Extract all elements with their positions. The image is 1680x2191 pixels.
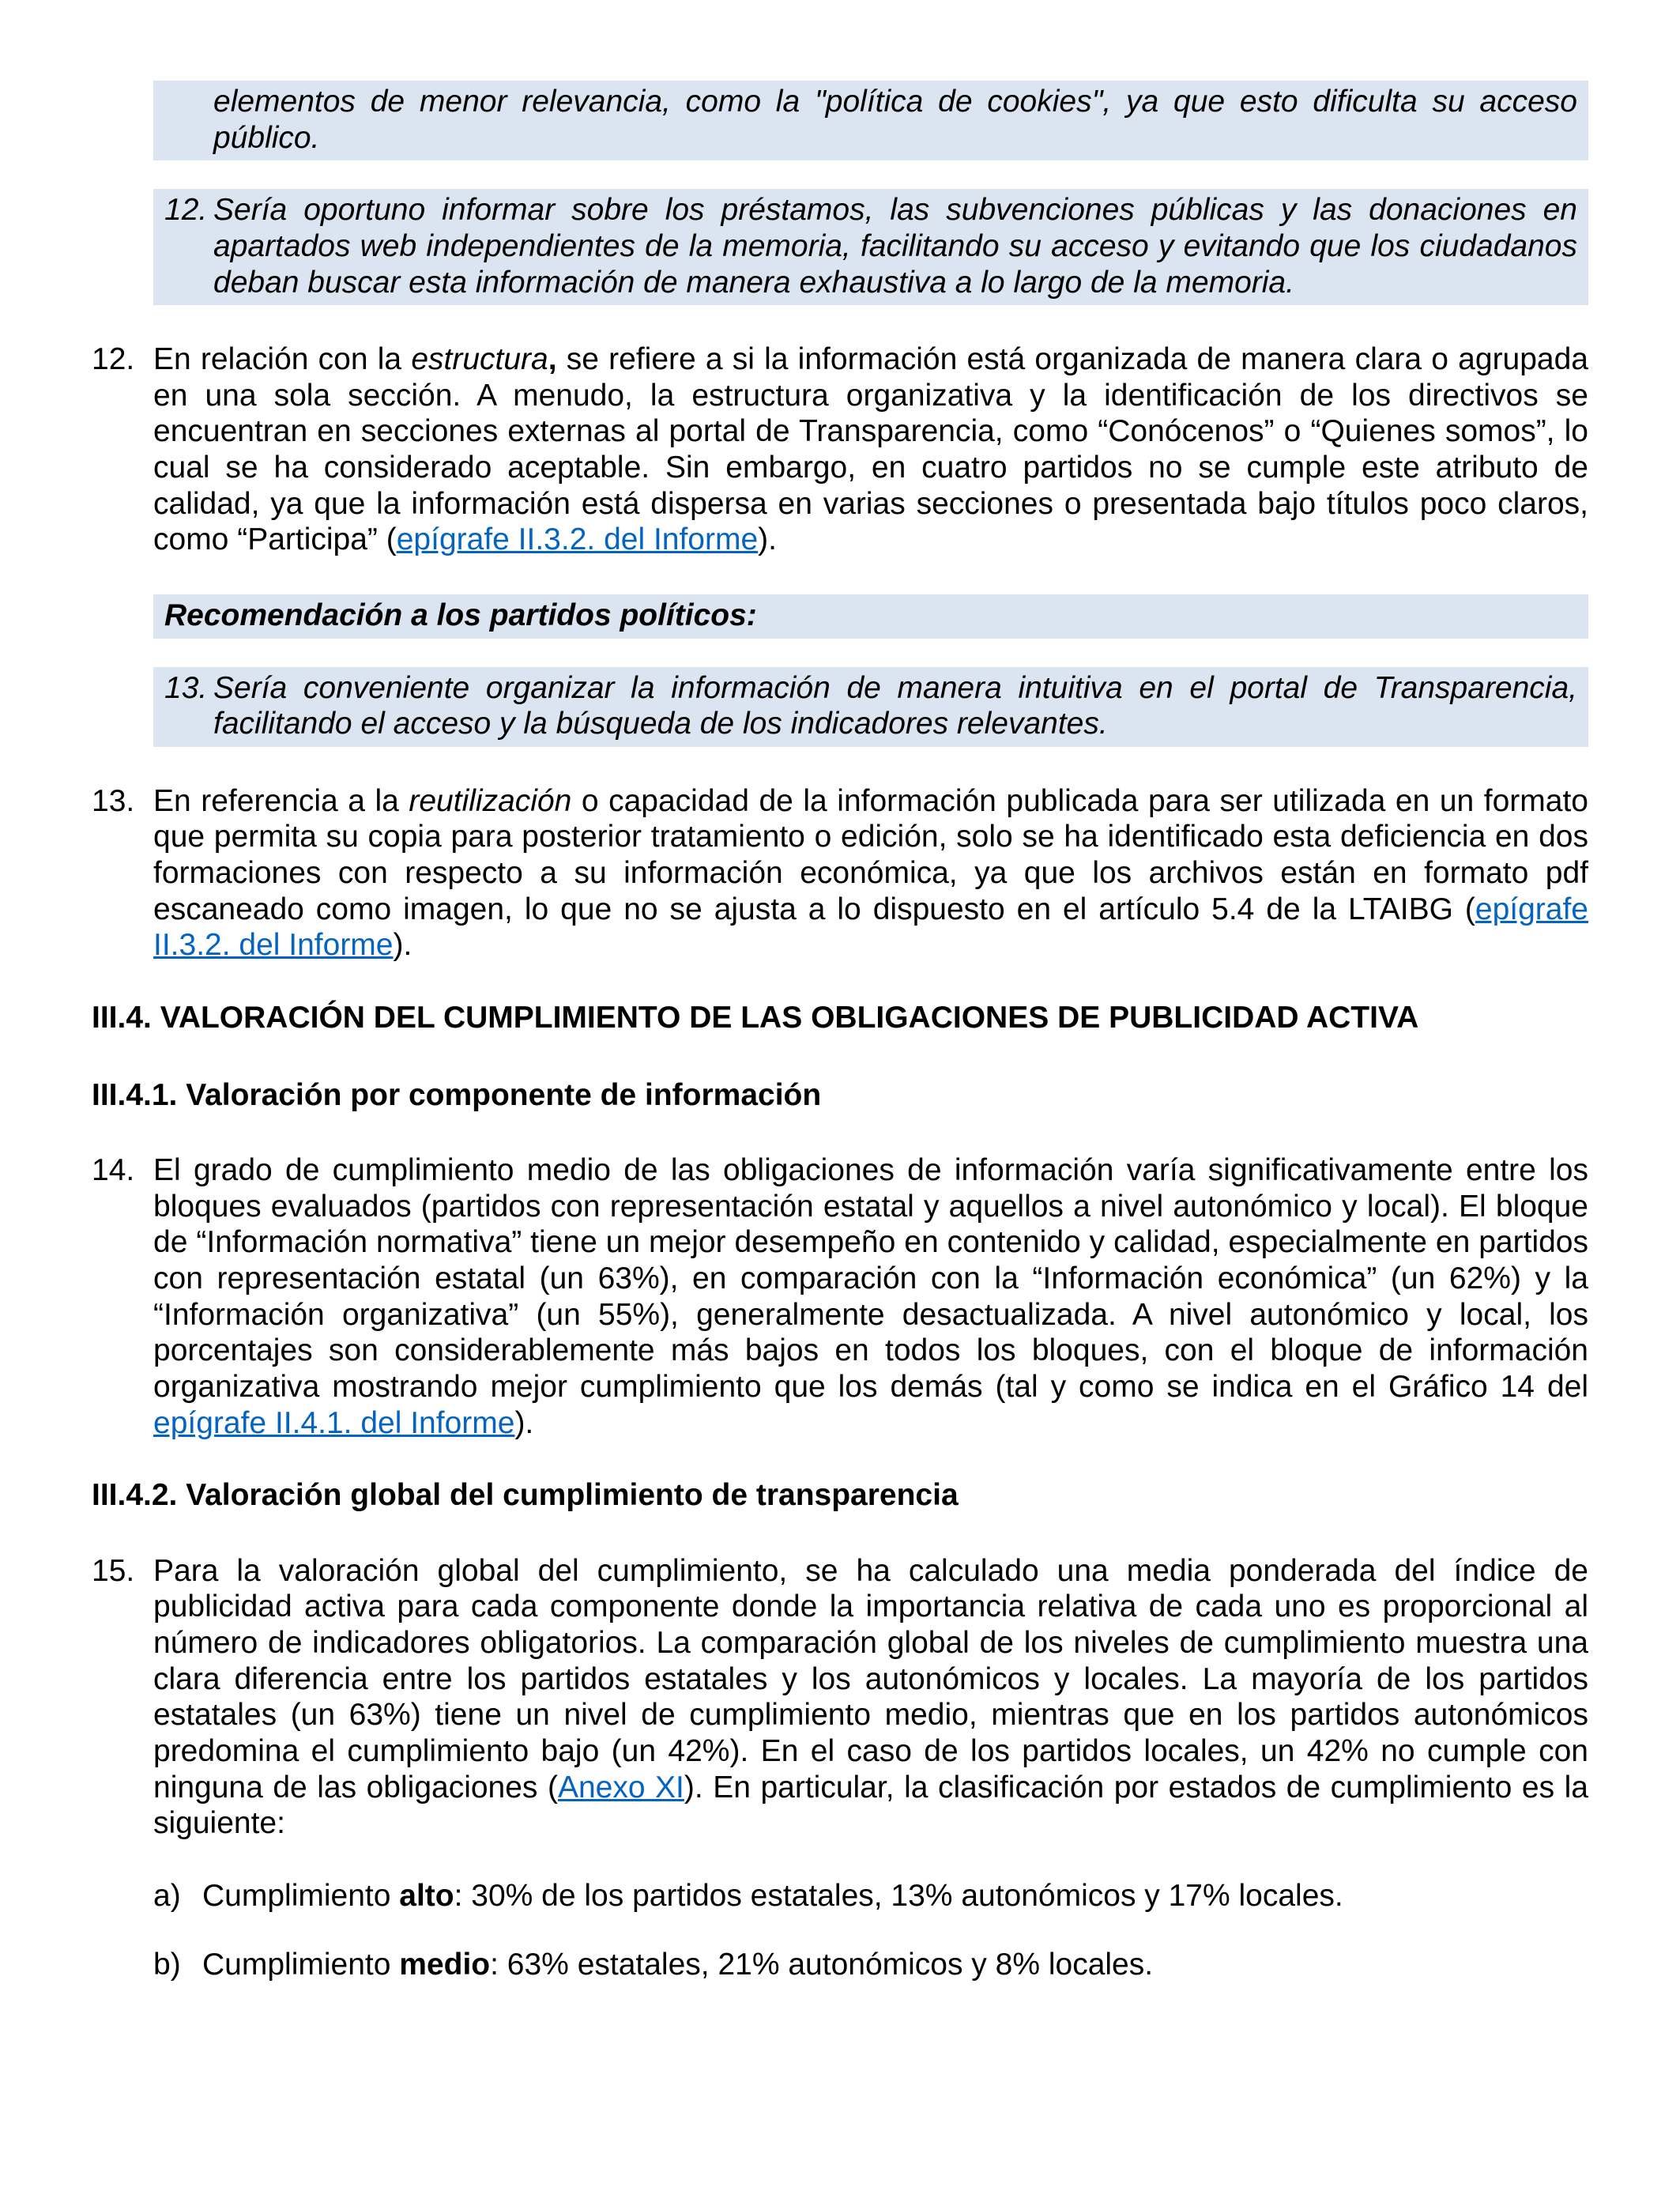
recommendation-item-12: [153, 189, 1588, 305]
link-epigrafe-ii32-1[interactable]: epígrafe II.3.2. del Informe: [396, 522, 759, 557]
paragraph-12-text-1: En relación con la: [153, 342, 412, 377]
paragraph-12-text-3: ).: [758, 522, 777, 557]
paragraph-15-number: 15.: [92, 1553, 135, 1588]
list-item-a-text-2: : 30% de los partidos estatales, 13% autonómicos y 17% locales.: [454, 1878, 1343, 1913]
section-heading-iii4: III.4. VALORACIÓN DEL CUMPLIMIENTO DE LAS OBLIGACIONES DE PUBLICIDAD ACTIVA: [92, 1000, 1419, 1035]
list-item-b-marker: b): [153, 1948, 181, 1982]
recommendation-item-13-number: 13.: [164, 670, 208, 705]
subsection-heading-iii42: III.4.2. Valoración global del cumplimiento de transparencia: [92, 1478, 959, 1513]
paragraph-14: [92, 1152, 1588, 1441]
recommendation-block-2: [153, 594, 1588, 747]
paragraph-12-bold-comma: ,: [548, 342, 557, 377]
recommendation-block-1: [153, 81, 1588, 305]
list-item-a-marker: a): [153, 1878, 181, 1913]
list-item-b: [153, 1947, 1588, 1983]
link-epigrafe-ii32-2[interactable]: epígrafe II.3.2. del Informe: [153, 892, 1588, 963]
paragraph-15: [92, 1553, 1588, 1842]
paragraph-14-text-1: El grado de cumplimiento medio de las obligaciones de información varía significativamente entre los bloques evaluados (partidos con representación estatal y aquellos a nivel autonómico y local). El bloque de “Información normativa” tiene un mejor desempeño en contenido y calidad, especialmente en partidos con representación estatal (un 63%), en comparación con la “Información económica” (un 62%) y la “Información organizativa” (un 55%), generalmente desactualizada. A nivel autonómico y local, los porcentajes son considerablemente más bajos en todos los bloques, con el bloque de información organizativa mostrando mejor cumplimiento que los demás (tal y como se indica en el Gráfico 14 del: [153, 1153, 1588, 1404]
paragraph-12-number: 12.: [92, 342, 135, 377]
paragraph-13-text-1: En referencia a la: [153, 783, 409, 818]
paragraph-13: [92, 783, 1588, 964]
paragraph-14-text-2: ).: [514, 1405, 534, 1440]
link-epigrafe-ii41[interactable]: epígrafe II.4.1. del Informe: [153, 1405, 515, 1440]
paragraph-13-italic-reutilizacion: reutilización: [409, 783, 572, 818]
paragraph-13-text-2: o capacidad de la información publicada para ser utilizada en un formato que permita su copia para posterior tratamiento o edición, solo se ha identificado esta deficiencia en dos formaciones con respecto a su información económica, ya que los archivos están en formato pdf escaneado como imagen, lo que no se ajusta a lo dispuesto en el artículo 5.4 de la LTAIBG (: [153, 783, 1588, 926]
recommendation-item-12-text: Sería oportuno informar sobre los préstamos, las subvenciones públicas y las donaciones en apartados web independientes de la memoria, facilitando su acceso y evitando que los ciudadanos deban buscar esta información de manera exhaustiva a lo largo de la memoria.: [213, 193, 1577, 300]
paragraph-12-text-2: se refiere a si la información está organizada de manera clara o agrupada en una sola sección. A menudo, la estructura organizativa y la identificación de los directivos se encuentran en secciones externas al portal de Transparencia, como “Conócenos” o “Quienes somos”, lo cual se ha considerado aceptable. Sin embargo, en cuatro partidos no se cumple este atributo de calidad, ya que la información está dispersa en varias secciones o presentada bajo títulos poco claros, como “Participa” (: [153, 342, 1589, 557]
recommendation-continuation-text: elementos de menor relevancia, como la "política de cookies", ya que esto dificulta su acceso público.: [213, 85, 1577, 155]
paragraph-15-text-1: Para la valoración global del cumplimiento, se ha calculado una media ponderada del índice de publicidad activa para cada componente donde la importancia relativa de cada uno es proporcional al número de indicadores obligatorios. La comparación global de los niveles de cumplimiento muestra una clara diferencia entre los partidos estatales y los autonómicos y locales. La mayoría de los partidos estatales (un 63%) tiene un nivel de cumplimiento medio, mientras que en los partidos autonómicos predomina el cumplimiento bajo (un 42%). En el caso de los partidos locales, un 42% no cumple con ninguna de las obligaciones (: [153, 1553, 1588, 1804]
recommendation-item-13: [153, 667, 1588, 747]
list-item-b-text-1: Cumplimiento: [202, 1948, 400, 1982]
list-item-b-text-2: : 63% estatales, 21% autonómicos y 8% locales.: [490, 1948, 1154, 1982]
list-item-a: [153, 1878, 1588, 1914]
paragraph-12-italic-estructura: estructura: [411, 342, 548, 377]
list-item-a-text-1: Cumplimiento: [202, 1878, 400, 1913]
paragraph-13-text-3: ).: [393, 928, 412, 963]
paragraph-12: [92, 341, 1588, 558]
recommendation-item-12-number: 12.: [164, 193, 208, 228]
paragraph-15-text-2: ). En particular, la clasificación por estados de cumplimiento es la siguiente:: [153, 1770, 1588, 1841]
recommendation-title-text: Recomendación a los partidos políticos:: [164, 598, 757, 632]
subsection-heading-iii41: III.4.1. Valoración por componente de información: [92, 1077, 822, 1112]
recommendation-item-13-text: Sería conveniente organizar la información de manera intuitiva en el portal de Transparencia, facilitando el acceso y la búsqueda de los indicadores relevantes.: [213, 670, 1577, 741]
list-item-a-bold-alto: alto: [399, 1878, 454, 1913]
paragraph-13-number: 13.: [92, 783, 135, 818]
paragraph-14-number: 14.: [92, 1153, 135, 1188]
link-anexo-xi[interactable]: Anexo XI: [557, 1770, 684, 1804]
recommendation-block-2-title: [153, 594, 1588, 639]
list-item-b-bold-medio: medio: [399, 1948, 491, 1982]
recommendation-continuation-paragraph: [153, 81, 1588, 160]
